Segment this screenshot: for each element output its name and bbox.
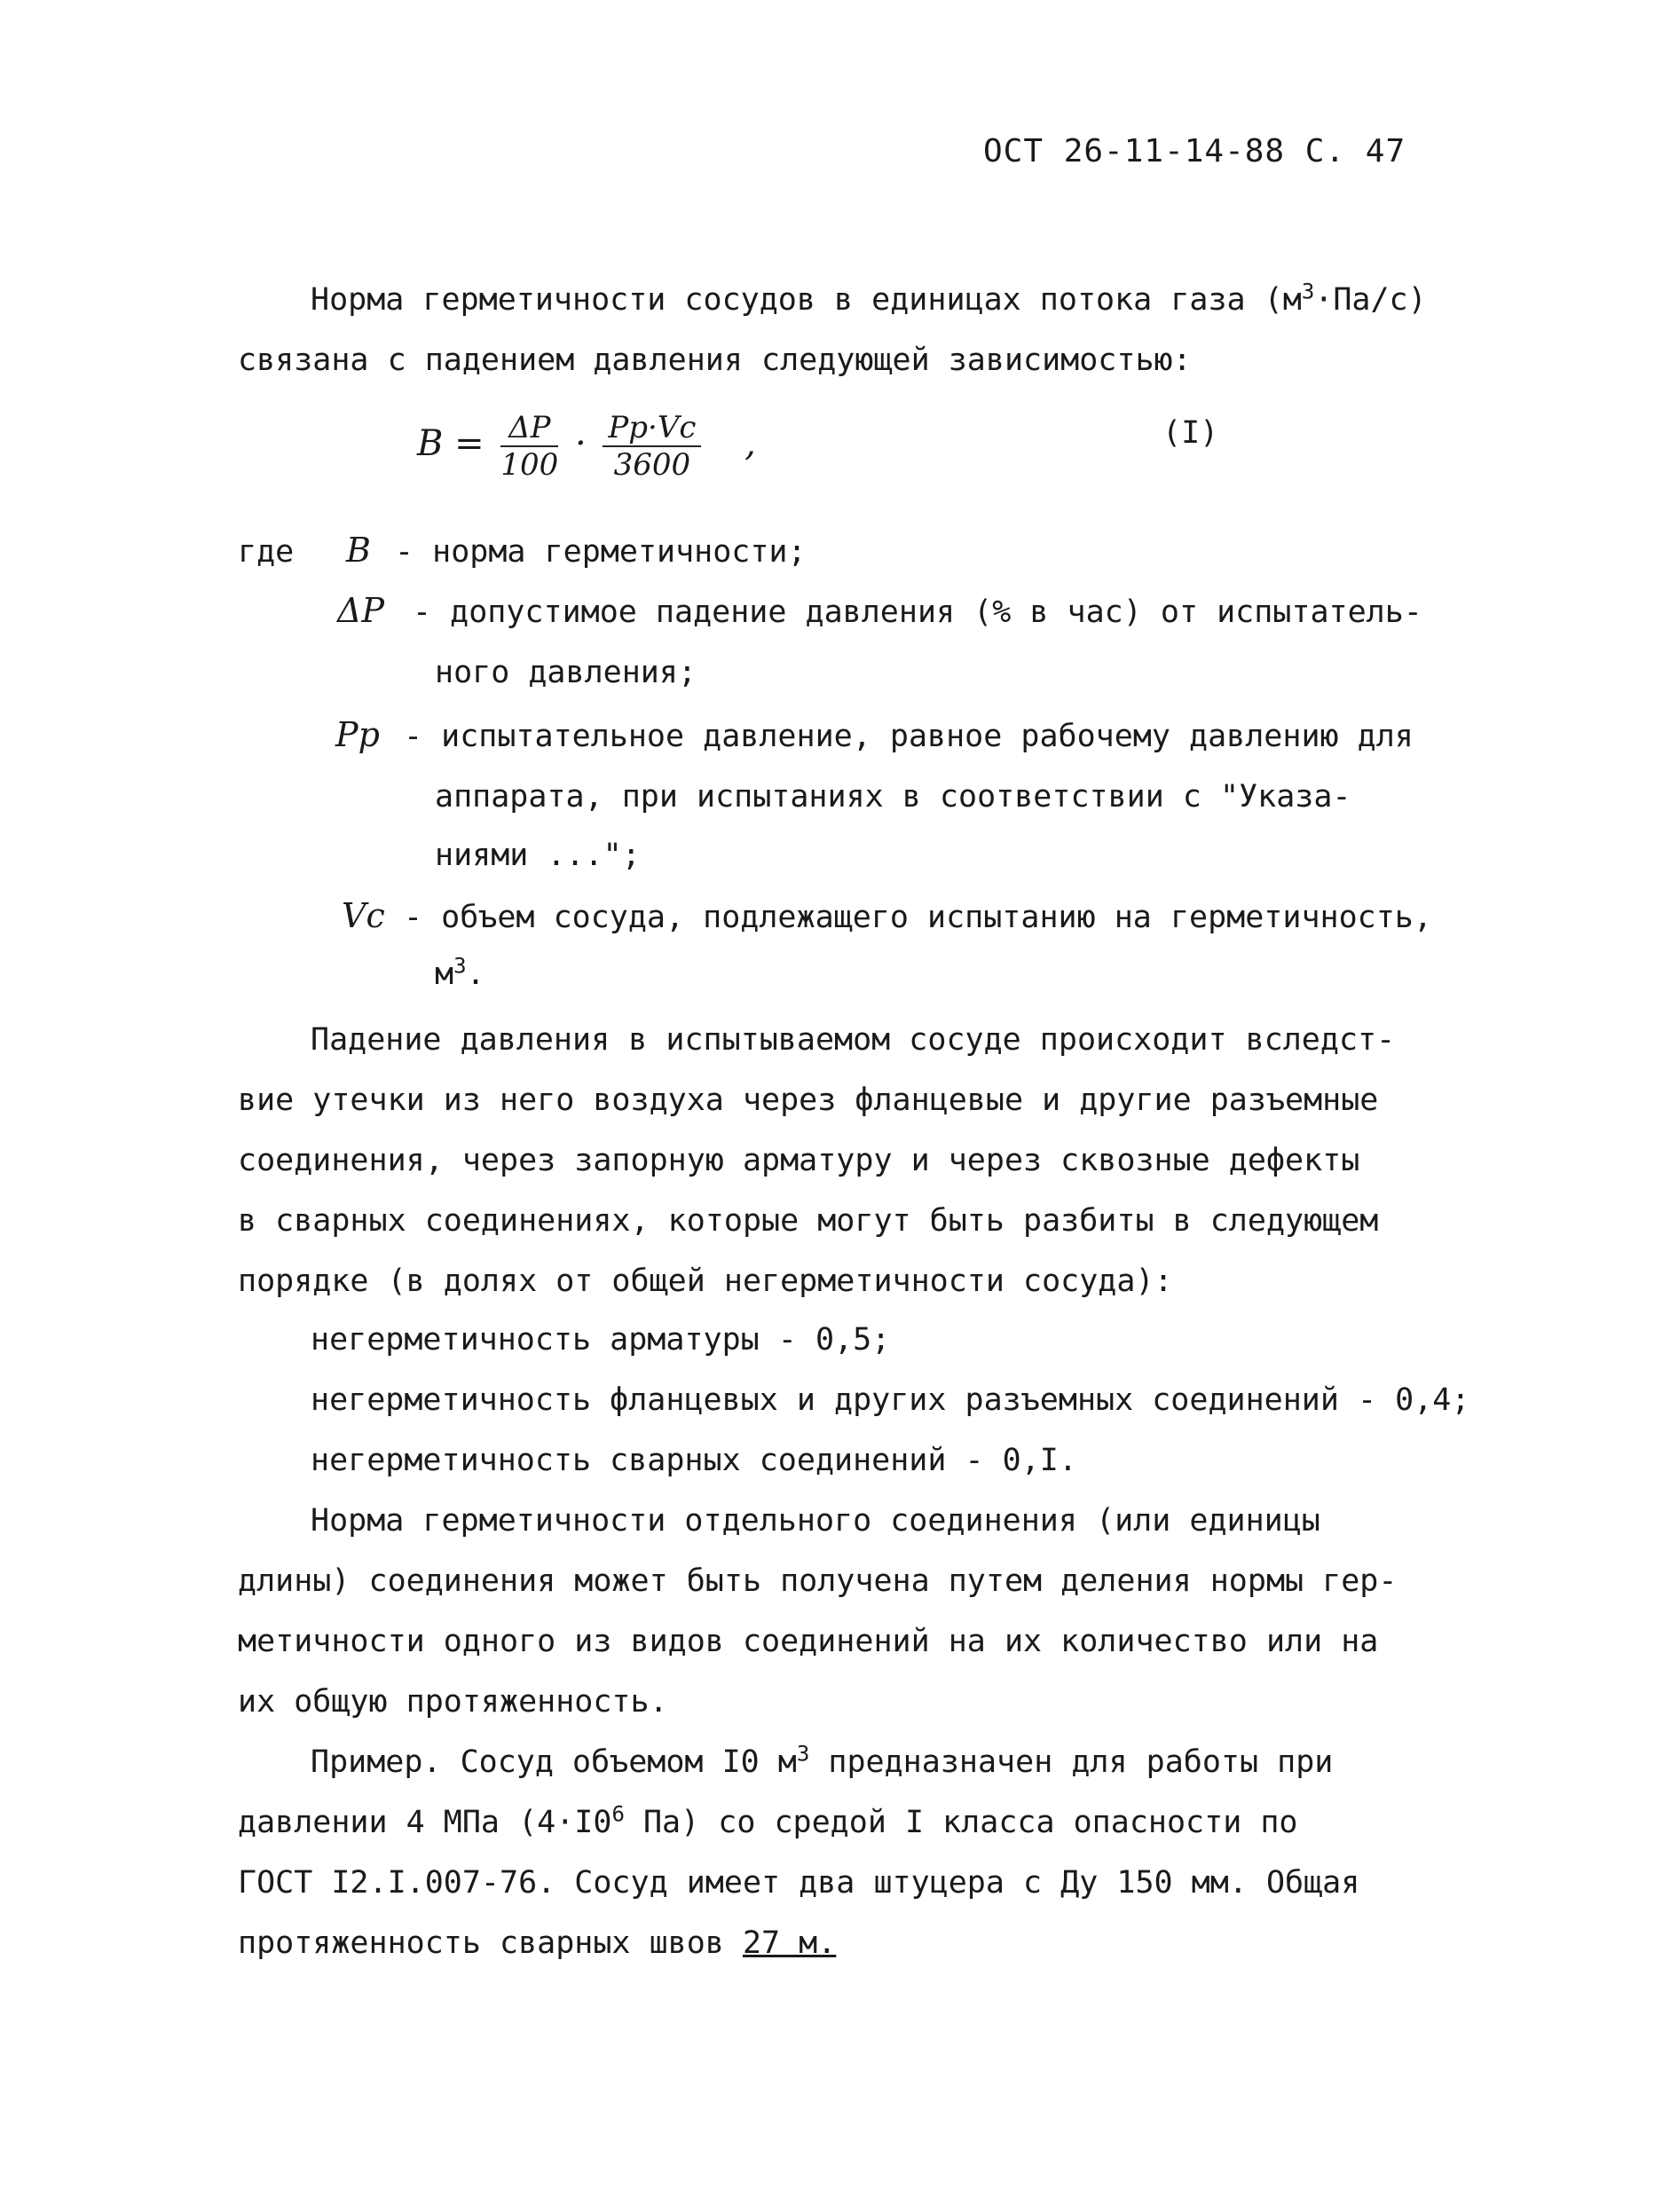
- para1-line-4: в сварных соединениях, которые могут быть разбиты в следующем: [238, 1203, 1379, 1239]
- para1-line-3: соединения, через запорную арматуру и через сквозные дефекты: [238, 1143, 1360, 1178]
- def-text-pp-cont2: ниями ...";: [435, 838, 641, 873]
- para2-line-1: Норма герметичности отдельного соединения (или единицы: [311, 1503, 1320, 1539]
- def-symbol-vc: Vc: [342, 896, 385, 935]
- fraction-1: $\frac{\Delta P}{100}$: [500, 410, 559, 483]
- def-symbol-b: B: [346, 531, 371, 570]
- def-text-dp: - допустимое падение давления (% в час) от испытатель-: [413, 594, 1422, 630]
- intro-line-2: связана с падением давления следующей зависимостью:: [238, 342, 1192, 378]
- list-item-2: негерметичность фланцевых и других разъемных соединений - 0,4;: [311, 1382, 1470, 1418]
- fraction-2: $\frac{Pp\cdot Vc}{3600}$: [603, 410, 701, 483]
- para2-line-4: их общую протяженность.: [238, 1684, 668, 1720]
- example-line-3: ГОСТ I2.I.007-76. Сосуд имеет два штуцера с Ду 150 мм. Общая: [238, 1865, 1360, 1901]
- formula-leak-rate: B = $\frac{\Delta P}{100}$ · $\frac{Pp\cdot Vc}{3600}$ ,: [417, 410, 756, 483]
- intro-line-1: Норма герметичности сосудов в единицах потока газа $(м^3\cdot Па/с)$: [311, 279, 1427, 318]
- def-text-b: - норма герметичности;: [395, 534, 807, 570]
- para1-line-2: вие утечки из него воздуха через фланцевые и другие разъемные: [238, 1082, 1379, 1118]
- def-text-pp: - испытательное давление, равное рабочему давлению для: [404, 719, 1414, 754]
- document-header: ОСТ 26-11-14-88 С. 47: [983, 133, 1406, 169]
- def-text-vc: - объем сосуда, подлежащего испытанию на герметичность,: [404, 900, 1432, 935]
- para2-line-2: длины) соединения может быть получена путем деления нормы гер-: [238, 1563, 1398, 1599]
- example-line-2: давлении 4 МПа ($4\cdot I0^6$ Па) со средой I класса опасности по: [238, 1801, 1298, 1840]
- def-symbol-pp: Pp: [335, 715, 380, 754]
- para2-line-3: метичности одного из видов соединений на их количество или на: [238, 1624, 1379, 1659]
- def-text-pp-cont: аппарата, при испытаниях в соответствии с "Указа-: [435, 779, 1351, 815]
- example-line-1: Пример. Сосуд объемом I0 $м^3$ предназначен для работы при: [311, 1741, 1334, 1780]
- para1-line-5: порядке (в долях от общей негерметичности сосуда):: [238, 1263, 1173, 1299]
- example-line-4: протяженность сварных швов 27 м.: [238, 1925, 837, 1961]
- def-text-vc-cont: $м^3$.: [435, 953, 485, 992]
- list-item-1: негерметичность арматуры - 0,5;: [311, 1322, 891, 1358]
- list-item-3: негерметичность сварных соединений - 0,I.: [311, 1443, 1077, 1478]
- where-label: где: [238, 534, 295, 570]
- def-symbol-dp: ΔP: [337, 591, 385, 630]
- equation-number: (I): [1162, 415, 1219, 451]
- def-text-dp-cont: ного давления;: [435, 655, 697, 690]
- para1-line-1: Падение давления в испытываемом сосуде происходит вследст-: [311, 1022, 1396, 1058]
